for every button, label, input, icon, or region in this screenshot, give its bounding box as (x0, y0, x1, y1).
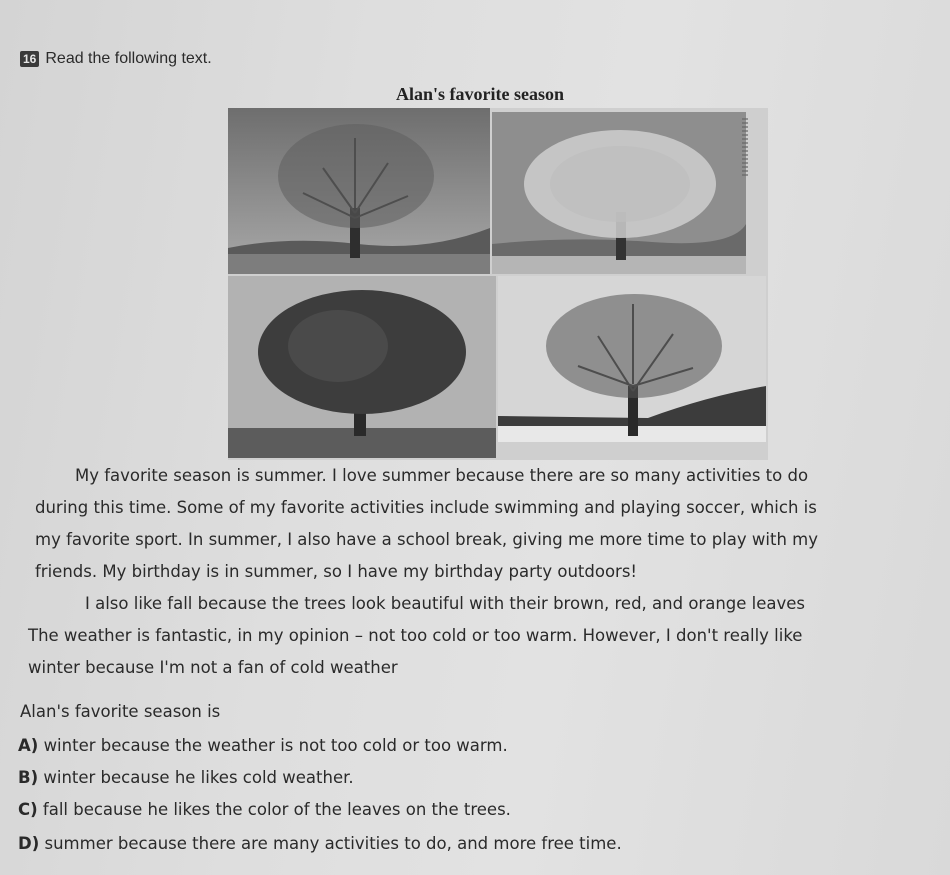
passage-line: friends. My birthday is in summer, so I have my birthday party outdoors! (35, 562, 638, 581)
option-text: summer because there are many activities to do, and more free time. (44, 834, 622, 853)
passage-line: winter because I'm not a fan of cold weather (28, 658, 398, 677)
option-b[interactable] (18, 768, 354, 787)
passage-line: I also like fall because the trees look beautiful with their brown, red, and orange leaves (85, 594, 806, 613)
option-letter: A) (18, 736, 39, 755)
passage-line: during this time. Some of my favorite activities include swimming and playing soccer, which is (35, 498, 817, 517)
option-text: winter because the weather is not too cold or too warm. (43, 736, 508, 755)
fall-tree-icon (498, 276, 766, 442)
winter-tree-icon (228, 108, 490, 274)
passage-line: my favorite sport. In summer, I also have a school break, giving me more time to play with my (35, 530, 819, 549)
option-c[interactable] (18, 800, 511, 819)
passage-line: My favorite season is summer. I love summer because there are so many activities to do (75, 466, 809, 485)
option-text: fall because he likes the color of the leaves on the trees. (42, 800, 511, 819)
season-photo-grid (228, 108, 768, 460)
option-a[interactable] (18, 736, 508, 755)
instruction-text: Read the following text. (45, 50, 212, 67)
side-mark (742, 118, 748, 178)
passage-line: The weather is fantastic, in my opinion – not too cold or too warm. However, I don't really like (28, 626, 803, 645)
option-letter: B) (18, 768, 39, 787)
question-number: 16 (20, 51, 39, 67)
question-stem: Alan's favorite season is (20, 702, 221, 721)
summer-tree-icon (228, 276, 496, 458)
option-letter: D) (18, 834, 40, 853)
option-text: winter because he likes cold weather. (43, 768, 354, 787)
option-d[interactable] (18, 834, 622, 853)
spring-tree-icon (492, 112, 746, 274)
passage-title: Alan's favorite season (396, 84, 564, 104)
question-header (20, 50, 212, 68)
option-letter: C) (18, 800, 38, 819)
